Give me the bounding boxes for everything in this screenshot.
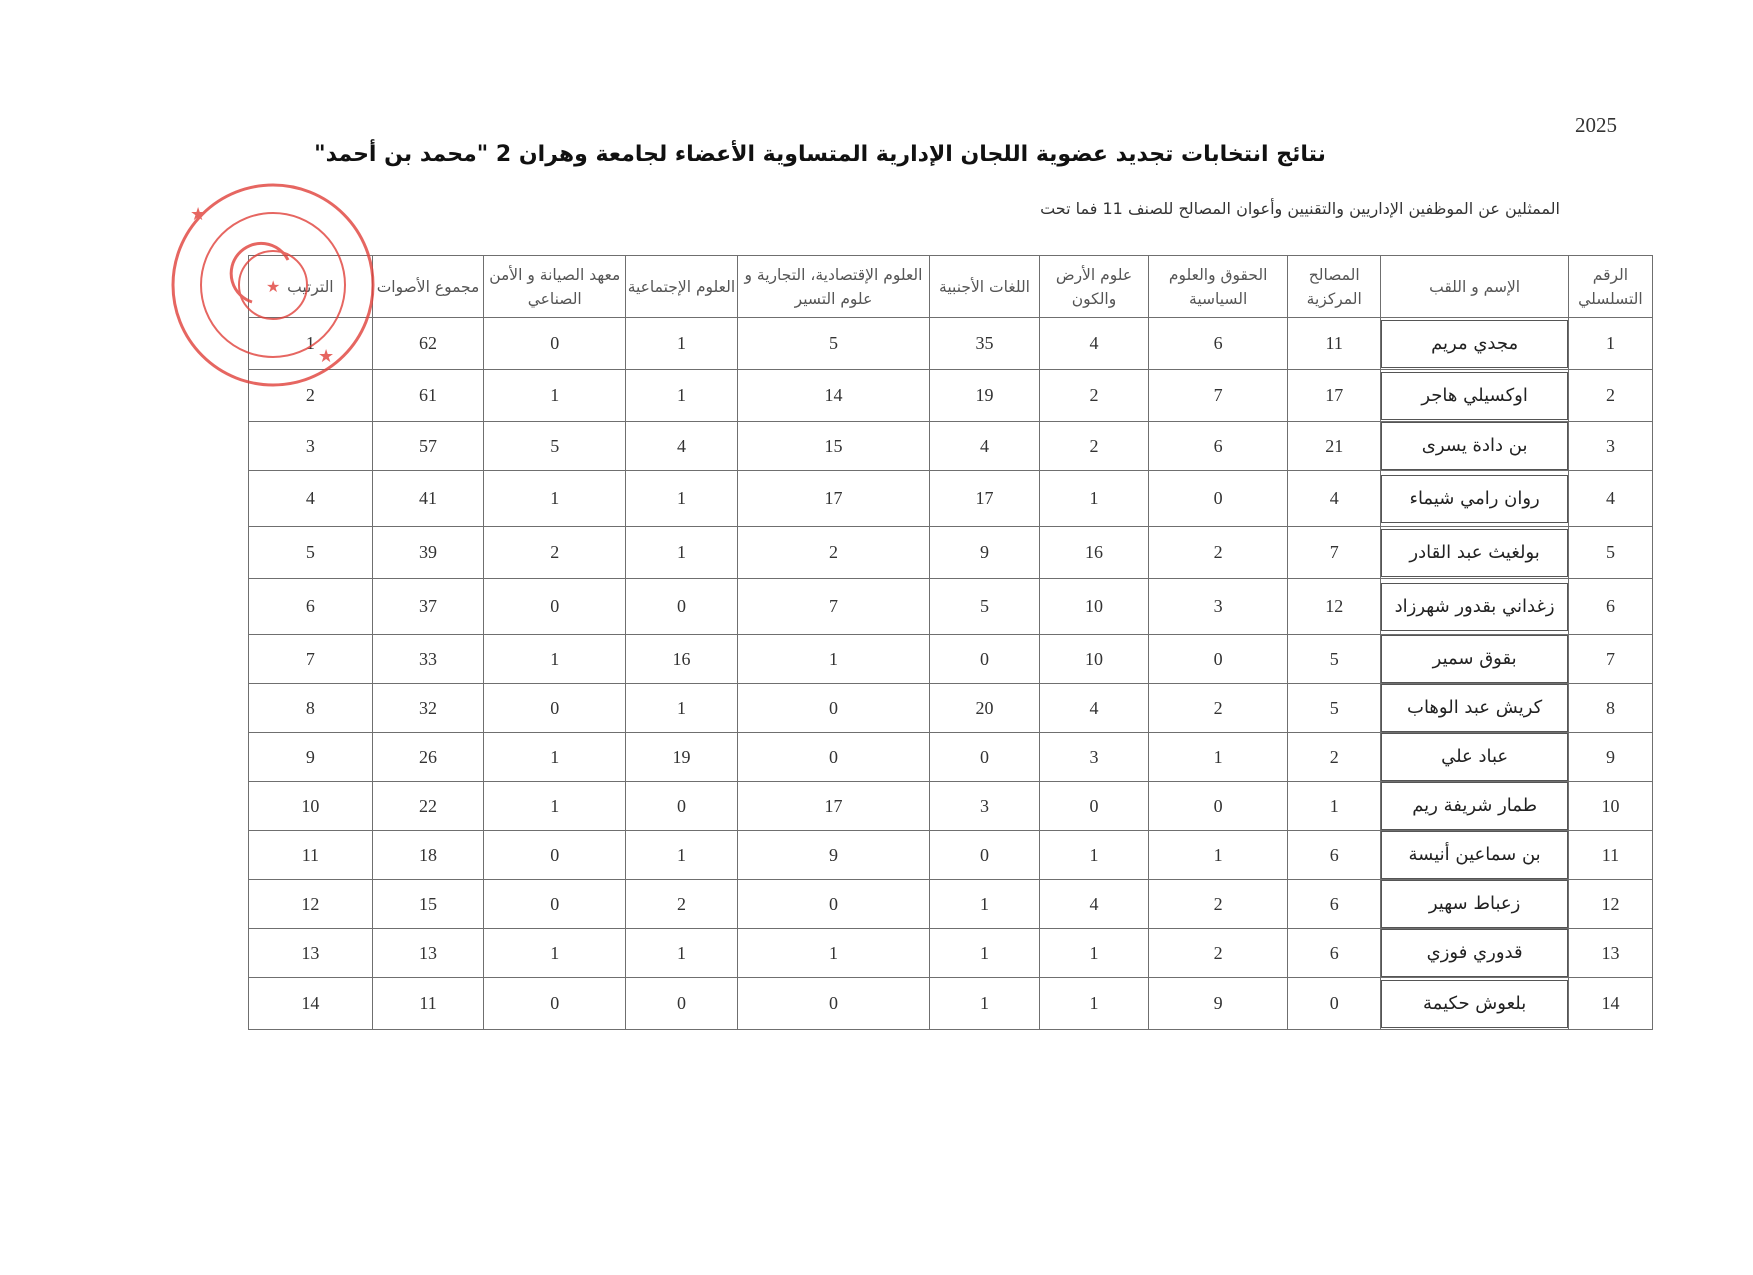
total-cell: 62 xyxy=(372,318,484,370)
rank-cell: 1 xyxy=(249,318,373,370)
maintenance-cell: 1 xyxy=(484,782,626,831)
maintenance-cell: 5 xyxy=(484,422,626,471)
earth-cell: 4 xyxy=(1039,880,1148,929)
maintenance-cell: 0 xyxy=(484,978,626,1030)
languages-cell: 3 xyxy=(930,782,1039,831)
social-cell: 0 xyxy=(626,579,738,635)
law-cell: 7 xyxy=(1149,370,1288,422)
name-box: قدوري فوزي xyxy=(1381,929,1568,977)
law-cell: 3 xyxy=(1149,579,1288,635)
law-cell: 1 xyxy=(1149,831,1288,880)
document-subtitle: الممثلين عن الموظفين الإداريين والتقنيين وأعوان المصالح للصنف 11 فما تحت xyxy=(1040,199,1560,218)
economics-cell: 0 xyxy=(737,733,930,782)
economics-cell: 0 xyxy=(737,684,930,733)
name-box: بن سماعين أنيسة xyxy=(1381,831,1568,879)
languages-cell: 1 xyxy=(930,978,1039,1030)
maintenance-cell: 0 xyxy=(484,831,626,880)
table-row xyxy=(249,978,1653,1030)
table-row xyxy=(249,880,1653,929)
economics-cell: 17 xyxy=(737,471,930,527)
rank-cell: 9 xyxy=(249,733,373,782)
total-cell: 57 xyxy=(372,422,484,471)
maintenance-cell: 0 xyxy=(484,684,626,733)
rank-cell: 5 xyxy=(249,527,373,579)
total-cell: 41 xyxy=(372,471,484,527)
economics-cell: 14 xyxy=(737,370,930,422)
name-cell xyxy=(1381,318,1569,370)
earth-cell: 16 xyxy=(1039,527,1148,579)
serial-cell: 7 xyxy=(1568,635,1652,684)
serial-cell: 11 xyxy=(1568,831,1652,880)
name-cell xyxy=(1381,978,1569,1030)
social-cell: 1 xyxy=(626,471,738,527)
law-cell: 6 xyxy=(1149,318,1288,370)
rank-cell: 12 xyxy=(249,880,373,929)
central-services-cell: 17 xyxy=(1288,370,1381,422)
table-row xyxy=(249,831,1653,880)
economics-cell: 1 xyxy=(737,929,930,978)
rank-cell: 13 xyxy=(249,929,373,978)
name-box: عباد علي xyxy=(1381,733,1568,781)
name-cell xyxy=(1381,579,1569,635)
maintenance-cell: 1 xyxy=(484,370,626,422)
name-cell xyxy=(1381,635,1569,684)
serial-cell: 14 xyxy=(1568,978,1652,1030)
table-row xyxy=(249,782,1653,831)
economics-cell: 0 xyxy=(737,978,930,1030)
central-services-cell: 6 xyxy=(1288,929,1381,978)
name-box: مجدي مريم xyxy=(1381,320,1568,368)
languages-cell: 5 xyxy=(930,579,1039,635)
central-services-cell: 5 xyxy=(1288,684,1381,733)
social-cell: 0 xyxy=(626,782,738,831)
header-economics: العلوم الإقتصادية، التجارية و علوم التسير xyxy=(737,256,930,318)
social-cell: 16 xyxy=(626,635,738,684)
economics-cell: 15 xyxy=(737,422,930,471)
document-title: نتائج انتخابات تجديد عضوية اللجان الإدارية المتساوية الأعضاء لجامعة وهران 2 "محمد بن أحمد" xyxy=(314,142,1326,167)
serial-cell: 13 xyxy=(1568,929,1652,978)
earth-cell: 1 xyxy=(1039,978,1148,1030)
total-cell: 22 xyxy=(372,782,484,831)
total-cell: 15 xyxy=(372,880,484,929)
economics-cell: 5 xyxy=(737,318,930,370)
rank-cell: 10 xyxy=(249,782,373,831)
name-cell xyxy=(1381,782,1569,831)
maintenance-cell: 2 xyxy=(484,527,626,579)
rank-cell: 11 xyxy=(249,831,373,880)
central-services-cell: 6 xyxy=(1288,880,1381,929)
name-box: اوكسيلي هاجر xyxy=(1381,372,1568,420)
name-box: زعباط سهير xyxy=(1381,880,1568,928)
languages-cell: 9 xyxy=(930,527,1039,579)
languages-cell: 4 xyxy=(930,422,1039,471)
name-box: بقوق سمير xyxy=(1381,635,1568,683)
earth-cell: 4 xyxy=(1039,684,1148,733)
serial-cell: 9 xyxy=(1568,733,1652,782)
name-cell xyxy=(1381,684,1569,733)
rank-cell: 6 xyxy=(249,579,373,635)
maintenance-cell: 1 xyxy=(484,733,626,782)
total-cell: 33 xyxy=(372,635,484,684)
svg-text:★: ★ xyxy=(318,346,335,367)
earth-cell: 1 xyxy=(1039,471,1148,527)
earth-cell: 10 xyxy=(1039,635,1148,684)
languages-cell: 1 xyxy=(930,880,1039,929)
law-cell: 9 xyxy=(1149,978,1288,1030)
name-cell xyxy=(1381,880,1569,929)
languages-cell: 35 xyxy=(930,318,1039,370)
rank-cell: 4 xyxy=(249,471,373,527)
economics-cell: 2 xyxy=(737,527,930,579)
law-cell: 1 xyxy=(1149,733,1288,782)
header-languages: اللغات الأجنبية xyxy=(930,256,1039,318)
maintenance-cell: 1 xyxy=(484,635,626,684)
rank-cell: 8 xyxy=(249,684,373,733)
table-row xyxy=(249,579,1653,635)
social-cell: 1 xyxy=(626,831,738,880)
name-cell xyxy=(1381,370,1569,422)
law-cell: 0 xyxy=(1149,635,1288,684)
social-cell: 1 xyxy=(626,684,738,733)
name-box: بلعوش حكيمة xyxy=(1381,980,1568,1028)
results-table xyxy=(248,255,1653,1030)
table-row xyxy=(249,471,1653,527)
economics-cell: 7 xyxy=(737,579,930,635)
earth-cell: 3 xyxy=(1039,733,1148,782)
serial-cell: 8 xyxy=(1568,684,1652,733)
law-cell: 0 xyxy=(1149,471,1288,527)
total-cell: 13 xyxy=(372,929,484,978)
name-box: بن دادة يسرى xyxy=(1381,422,1568,470)
law-cell: 2 xyxy=(1149,929,1288,978)
name-cell xyxy=(1381,527,1569,579)
maintenance-cell: 1 xyxy=(484,471,626,527)
earth-cell: 1 xyxy=(1039,929,1148,978)
law-cell: 2 xyxy=(1149,880,1288,929)
languages-cell: 0 xyxy=(930,733,1039,782)
earth-cell: 10 xyxy=(1039,579,1148,635)
rank-cell: 3 xyxy=(249,422,373,471)
total-cell: 32 xyxy=(372,684,484,733)
header-name: الإسم و اللقب xyxy=(1381,256,1569,318)
central-services-cell: 21 xyxy=(1288,422,1381,471)
name-cell xyxy=(1381,422,1569,471)
total-cell: 18 xyxy=(372,831,484,880)
rank-cell: 7 xyxy=(249,635,373,684)
name-box: كريش عبد الوهاب xyxy=(1381,684,1568,732)
serial-cell: 6 xyxy=(1568,579,1652,635)
serial-cell: 5 xyxy=(1568,527,1652,579)
social-cell: 1 xyxy=(626,318,738,370)
languages-cell: 17 xyxy=(930,471,1039,527)
central-services-cell: 1 xyxy=(1288,782,1381,831)
header-central-services: المصالح المركزية xyxy=(1288,256,1381,318)
header-law: الحقوق والعلوم السياسية xyxy=(1149,256,1288,318)
law-cell: 2 xyxy=(1149,684,1288,733)
earth-cell: 0 xyxy=(1039,782,1148,831)
header-social: العلوم الإجتماعية xyxy=(626,256,738,318)
total-cell: 39 xyxy=(372,527,484,579)
languages-cell: 20 xyxy=(930,684,1039,733)
maintenance-cell: 0 xyxy=(484,318,626,370)
name-cell xyxy=(1381,831,1569,880)
earth-cell: 2 xyxy=(1039,370,1148,422)
languages-cell: 0 xyxy=(930,635,1039,684)
name-box: طمار شريفة ريم xyxy=(1381,782,1568,830)
serial-cell: 1 xyxy=(1568,318,1652,370)
economics-cell: 9 xyxy=(737,831,930,880)
central-services-cell: 7 xyxy=(1288,527,1381,579)
social-cell: 1 xyxy=(626,527,738,579)
social-cell: 1 xyxy=(626,370,738,422)
total-cell: 26 xyxy=(372,733,484,782)
svg-text:★: ★ xyxy=(190,204,207,225)
languages-cell: 19 xyxy=(930,370,1039,422)
document-year: 2025 xyxy=(1575,113,1617,137)
social-cell: 4 xyxy=(626,422,738,471)
languages-cell: 1 xyxy=(930,929,1039,978)
table-body xyxy=(249,318,1653,1030)
serial-cell: 2 xyxy=(1568,370,1652,422)
serial-cell: 3 xyxy=(1568,422,1652,471)
social-cell: 0 xyxy=(626,978,738,1030)
table-row xyxy=(249,684,1653,733)
name-cell xyxy=(1381,929,1569,978)
central-services-cell: 4 xyxy=(1288,471,1381,527)
table-row xyxy=(249,929,1653,978)
earth-cell: 1 xyxy=(1039,831,1148,880)
earth-cell: 4 xyxy=(1039,318,1148,370)
central-services-cell: 5 xyxy=(1288,635,1381,684)
svg-text:★: ★ xyxy=(266,277,281,296)
rank-cell: 14 xyxy=(249,978,373,1030)
total-cell: 37 xyxy=(372,579,484,635)
header-total: مجموع الأصوات xyxy=(372,256,484,318)
table-row xyxy=(249,318,1653,370)
social-cell: 19 xyxy=(626,733,738,782)
header-maintenance: معهد الصيانة و الأمن الصناعي xyxy=(484,256,626,318)
table-row xyxy=(249,635,1653,684)
serial-cell: 4 xyxy=(1568,471,1652,527)
name-cell xyxy=(1381,733,1569,782)
maintenance-cell: 0 xyxy=(484,880,626,929)
name-cell xyxy=(1381,471,1569,527)
economics-cell: 17 xyxy=(737,782,930,831)
central-services-cell: 11 xyxy=(1288,318,1381,370)
serial-cell: 12 xyxy=(1568,880,1652,929)
central-services-cell: 12 xyxy=(1288,579,1381,635)
name-box: روان رامي شيماء xyxy=(1381,475,1568,523)
total-cell: 61 xyxy=(372,370,484,422)
table-row xyxy=(249,370,1653,422)
header-earth: علوم الأرض والكون xyxy=(1039,256,1148,318)
name-box: زغداني بقدور شهرزاد xyxy=(1381,583,1568,631)
economics-cell: 1 xyxy=(737,635,930,684)
economics-cell: 0 xyxy=(737,880,930,929)
name-box: بولغيث عبد القادر xyxy=(1381,529,1568,577)
table-header-row xyxy=(249,256,1653,318)
header-serial: الرقم التسلسلي xyxy=(1568,256,1652,318)
law-cell: 6 xyxy=(1149,422,1288,471)
header-rank: الترتيب xyxy=(249,256,373,318)
central-services-cell: 6 xyxy=(1288,831,1381,880)
table-row xyxy=(249,527,1653,579)
maintenance-cell: 1 xyxy=(484,929,626,978)
law-cell: 2 xyxy=(1149,527,1288,579)
rank-cell: 2 xyxy=(249,370,373,422)
law-cell: 0 xyxy=(1149,782,1288,831)
social-cell: 1 xyxy=(626,929,738,978)
table-row xyxy=(249,733,1653,782)
social-cell: 2 xyxy=(626,880,738,929)
languages-cell: 0 xyxy=(930,831,1039,880)
central-services-cell: 2 xyxy=(1288,733,1381,782)
serial-cell: 10 xyxy=(1568,782,1652,831)
table-row xyxy=(249,422,1653,471)
earth-cell: 2 xyxy=(1039,422,1148,471)
maintenance-cell: 0 xyxy=(484,579,626,635)
central-services-cell: 0 xyxy=(1288,978,1381,1030)
total-cell: 11 xyxy=(372,978,484,1030)
